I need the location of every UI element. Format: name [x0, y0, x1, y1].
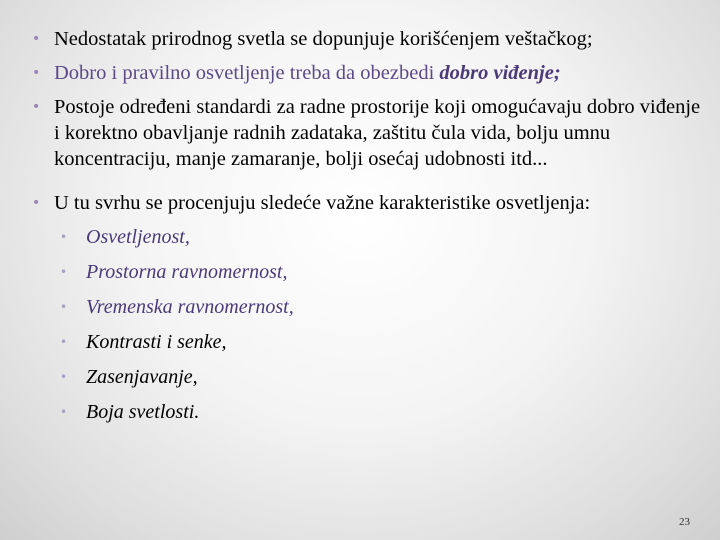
bullet-text: Dobro i pravilno osvetljenje treba da obezbedi: [54, 62, 440, 84]
bullet-item: [32, 26, 702, 52]
sub-bullet-text: Boja svetlosti.: [86, 401, 200, 423]
bullet-list: [32, 26, 702, 434]
bullet-icon: •: [32, 99, 41, 115]
bullet-text: Nedostatak prirodnog svetla se dopunjuje korišćenjem veštačkog;: [54, 28, 593, 50]
bullet-icon: •: [32, 31, 41, 47]
bullet-item: [32, 60, 702, 86]
sub-bullet-icon: •: [60, 265, 68, 279]
sub-bullet-item: [60, 399, 702, 425]
sub-bullet-icon: •: [60, 335, 68, 349]
sub-bullet-item: [60, 294, 702, 320]
bullet-icon: •: [32, 65, 41, 81]
bullet-text: Postoje određeni standardi za radne prostorije koji omogućavaju dobro viđenje i korektno obavljanje radnih zadataka, zaštitu čula vida, bolju umnu koncentraciju, manje zamaranje, bolji osećaj udobnosti itd...: [54, 96, 701, 170]
sub-bullet-icon: •: [60, 370, 68, 384]
sub-bullet-text: Vremenska ravnomernost,: [86, 296, 294, 318]
sub-bullet-text: Prostorna ravnomernost,: [86, 261, 288, 283]
sub-bullet-item: [60, 259, 702, 285]
sub-bullet-text: Zasenjavanje,: [86, 366, 198, 388]
sub-bullet-item: [60, 224, 702, 250]
bullet-emphasis: dobro viđenje;: [439, 62, 561, 84]
bullet-item: [32, 94, 702, 172]
sub-bullet-icon: •: [60, 405, 68, 419]
sub-bullet-icon: •: [60, 300, 68, 314]
sub-bullet-text: Osvetljenost,: [86, 226, 190, 248]
bullet-item: [32, 190, 702, 216]
sub-bullet-item: [60, 364, 702, 390]
bullet-icon: •: [32, 195, 41, 211]
sub-bullet-icon: •: [60, 230, 68, 244]
sub-bullet-item: [60, 329, 702, 355]
bullet-text: U tu svrhu se procenjuju sledeće važne karakteristike osvetljenja:: [54, 192, 591, 214]
page-number: 23: [679, 516, 690, 528]
sub-bullet-text: Kontrasti i senke,: [86, 331, 227, 353]
